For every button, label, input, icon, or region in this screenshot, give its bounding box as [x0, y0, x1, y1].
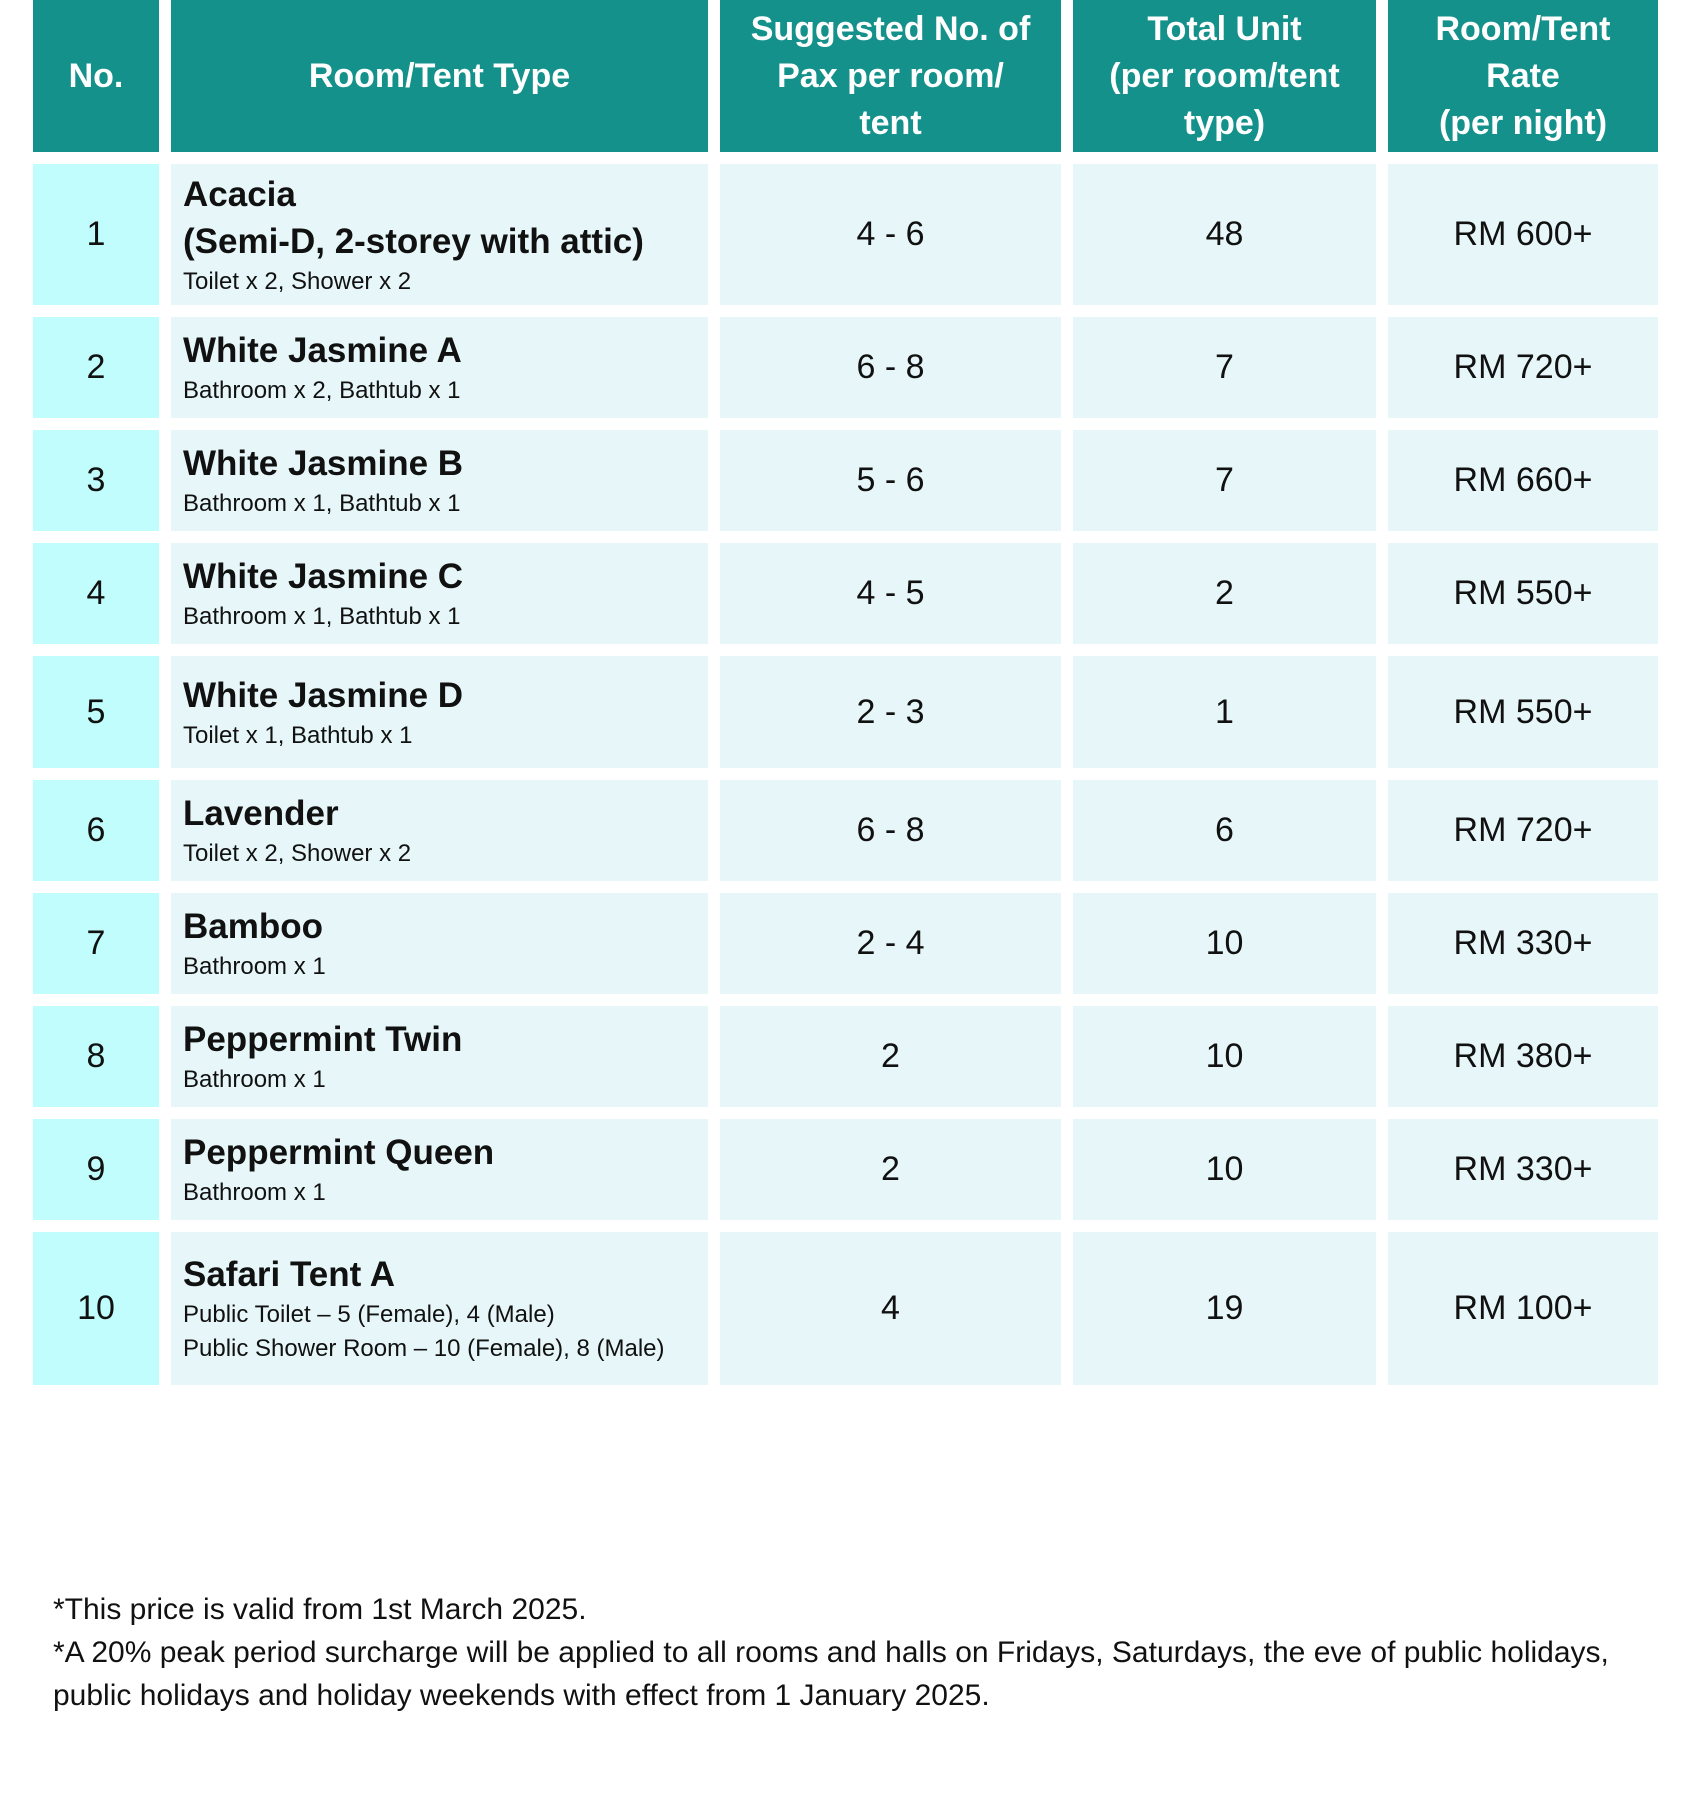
table-header	[33, 0, 1658, 152]
rate-cell: RM 550+	[1388, 543, 1658, 644]
suggested-pax-cell: 4 - 5	[720, 543, 1061, 644]
suggested-pax-cell: 2 - 4	[720, 893, 1061, 994]
row-number: 7	[33, 893, 159, 994]
room-name: Peppermint Twin	[183, 1020, 463, 1059]
total-unit-cell: 6	[1073, 780, 1376, 881]
row-number: 3	[33, 430, 159, 531]
room-name: Peppermint Queen	[183, 1133, 495, 1172]
room-name: Acacia	[183, 174, 296, 214]
row-number: 6	[33, 780, 159, 881]
room-name-detail: (Semi-D, 2-storey with attic)	[183, 221, 644, 261]
row-number: 2	[33, 317, 159, 418]
table-row	[33, 430, 1658, 531]
room-facilities: Toilet x 1, Bathtub x 1	[183, 721, 413, 749]
row-number: 5	[33, 656, 159, 768]
room-type-cell	[171, 164, 708, 305]
header-room-type: Room/Tent Type	[171, 0, 708, 152]
footnotes	[53, 1588, 1653, 1717]
room-name: White Jasmine D	[183, 675, 464, 715]
rate-cell: RM 720+	[1388, 780, 1658, 881]
table-row	[33, 780, 1658, 881]
table-row	[33, 543, 1658, 644]
room-name: Bamboo	[183, 907, 323, 946]
table-body	[33, 164, 1658, 1385]
suggested-pax-cell: 2	[720, 1006, 1061, 1107]
total-unit-cell: 7	[1073, 317, 1376, 418]
row-number: 8	[33, 1006, 159, 1107]
row-number: 4	[33, 543, 159, 644]
rate-cell: RM 330+	[1388, 893, 1658, 994]
footnote-price-validity: *This price is valid from 1st March 2025.	[53, 1593, 587, 1626]
total-unit-cell: 1	[1073, 656, 1376, 768]
room-facilities: Bathroom x 1, Bathtub x 1	[183, 603, 461, 630]
suggested-pax-cell: 6 - 8	[720, 780, 1061, 881]
room-type-cell	[171, 543, 708, 644]
room-type-cell	[171, 1119, 708, 1220]
total-unit-cell: 19	[1073, 1232, 1376, 1385]
footnote-peak-surcharge: *A 20% peak period surcharge will be applied to all rooms and halls on Fridays, Saturdays, the eve of public holidays, public holidays and holiday weekends with effect from 1 January 2025.	[53, 1636, 1609, 1712]
room-name: Safari Tent A	[183, 1255, 395, 1294]
room-type-cell	[171, 893, 708, 994]
row-number: 9	[33, 1119, 159, 1220]
total-unit-cell: 10	[1073, 1006, 1376, 1107]
room-rate-table	[21, 0, 1670, 1397]
suggested-pax-cell: 6 - 8	[720, 317, 1061, 418]
table-row	[33, 164, 1658, 305]
header-no: No.	[33, 0, 159, 152]
header-row	[33, 0, 1658, 152]
room-type-cell	[171, 1232, 708, 1385]
table-row	[33, 1232, 1658, 1385]
row-number: 10	[33, 1232, 159, 1385]
rate-cell: RM 100+	[1388, 1232, 1658, 1385]
table-row	[33, 1006, 1658, 1107]
room-facilities: Public Shower Room – 10 (Female), 8 (Male)	[183, 1335, 665, 1362]
table-row	[33, 317, 1658, 418]
room-facilities: Bathroom x 1	[183, 953, 326, 980]
room-type-cell	[171, 1006, 708, 1107]
header-suggested-pax: Suggested No. of Pax per room/ tent	[720, 0, 1061, 152]
rate-cell: RM 600+	[1388, 164, 1658, 305]
room-facilities: Toilet x 2, Shower x 2	[183, 840, 412, 867]
room-name: White Jasmine B	[183, 444, 464, 483]
table-row	[33, 1119, 1658, 1220]
room-type-cell	[171, 317, 708, 418]
suggested-pax-cell: 4	[720, 1232, 1061, 1385]
rate-cell: RM 550+	[1388, 656, 1658, 768]
room-facilities: Bathroom x 1	[183, 1179, 326, 1206]
total-unit-cell: 10	[1073, 1119, 1376, 1220]
room-facilities: Toilet x 2, Shower x 2	[183, 267, 412, 295]
room-type-cell	[171, 430, 708, 531]
suggested-pax-cell: 4 - 6	[720, 164, 1061, 305]
rate-cell: RM 330+	[1388, 1119, 1658, 1220]
rate-cell: RM 380+	[1388, 1006, 1658, 1107]
room-type-cell	[171, 656, 708, 768]
total-unit-cell: 2	[1073, 543, 1376, 644]
room-facilities: Bathroom x 1	[183, 1066, 326, 1093]
row-number: 1	[33, 164, 159, 305]
header-total-unit: Total Unit (per room/tent type)	[1073, 0, 1376, 152]
total-unit-cell: 48	[1073, 164, 1376, 305]
table-row	[33, 893, 1658, 994]
room-name: Lavender	[183, 794, 339, 833]
room-name: White Jasmine A	[183, 331, 462, 370]
room-facilities: Bathroom x 1, Bathtub x 1	[183, 490, 461, 517]
suggested-pax-cell: 2 - 3	[720, 656, 1061, 768]
table-row	[33, 656, 1658, 768]
rate-cell: RM 660+	[1388, 430, 1658, 531]
total-unit-cell: 7	[1073, 430, 1376, 531]
room-type-cell	[171, 780, 708, 881]
suggested-pax-cell: 5 - 6	[720, 430, 1061, 531]
header-rate: Room/Tent Rate (per night)	[1388, 0, 1658, 152]
room-facilities: Bathroom x 2, Bathtub x 1	[183, 377, 461, 404]
room-name: White Jasmine C	[183, 557, 464, 596]
room-facilities: Public Toilet – 5 (Female), 4 (Male)	[183, 1301, 555, 1328]
rate-cell: RM 720+	[1388, 317, 1658, 418]
total-unit-cell: 10	[1073, 893, 1376, 994]
suggested-pax-cell: 2	[720, 1119, 1061, 1220]
